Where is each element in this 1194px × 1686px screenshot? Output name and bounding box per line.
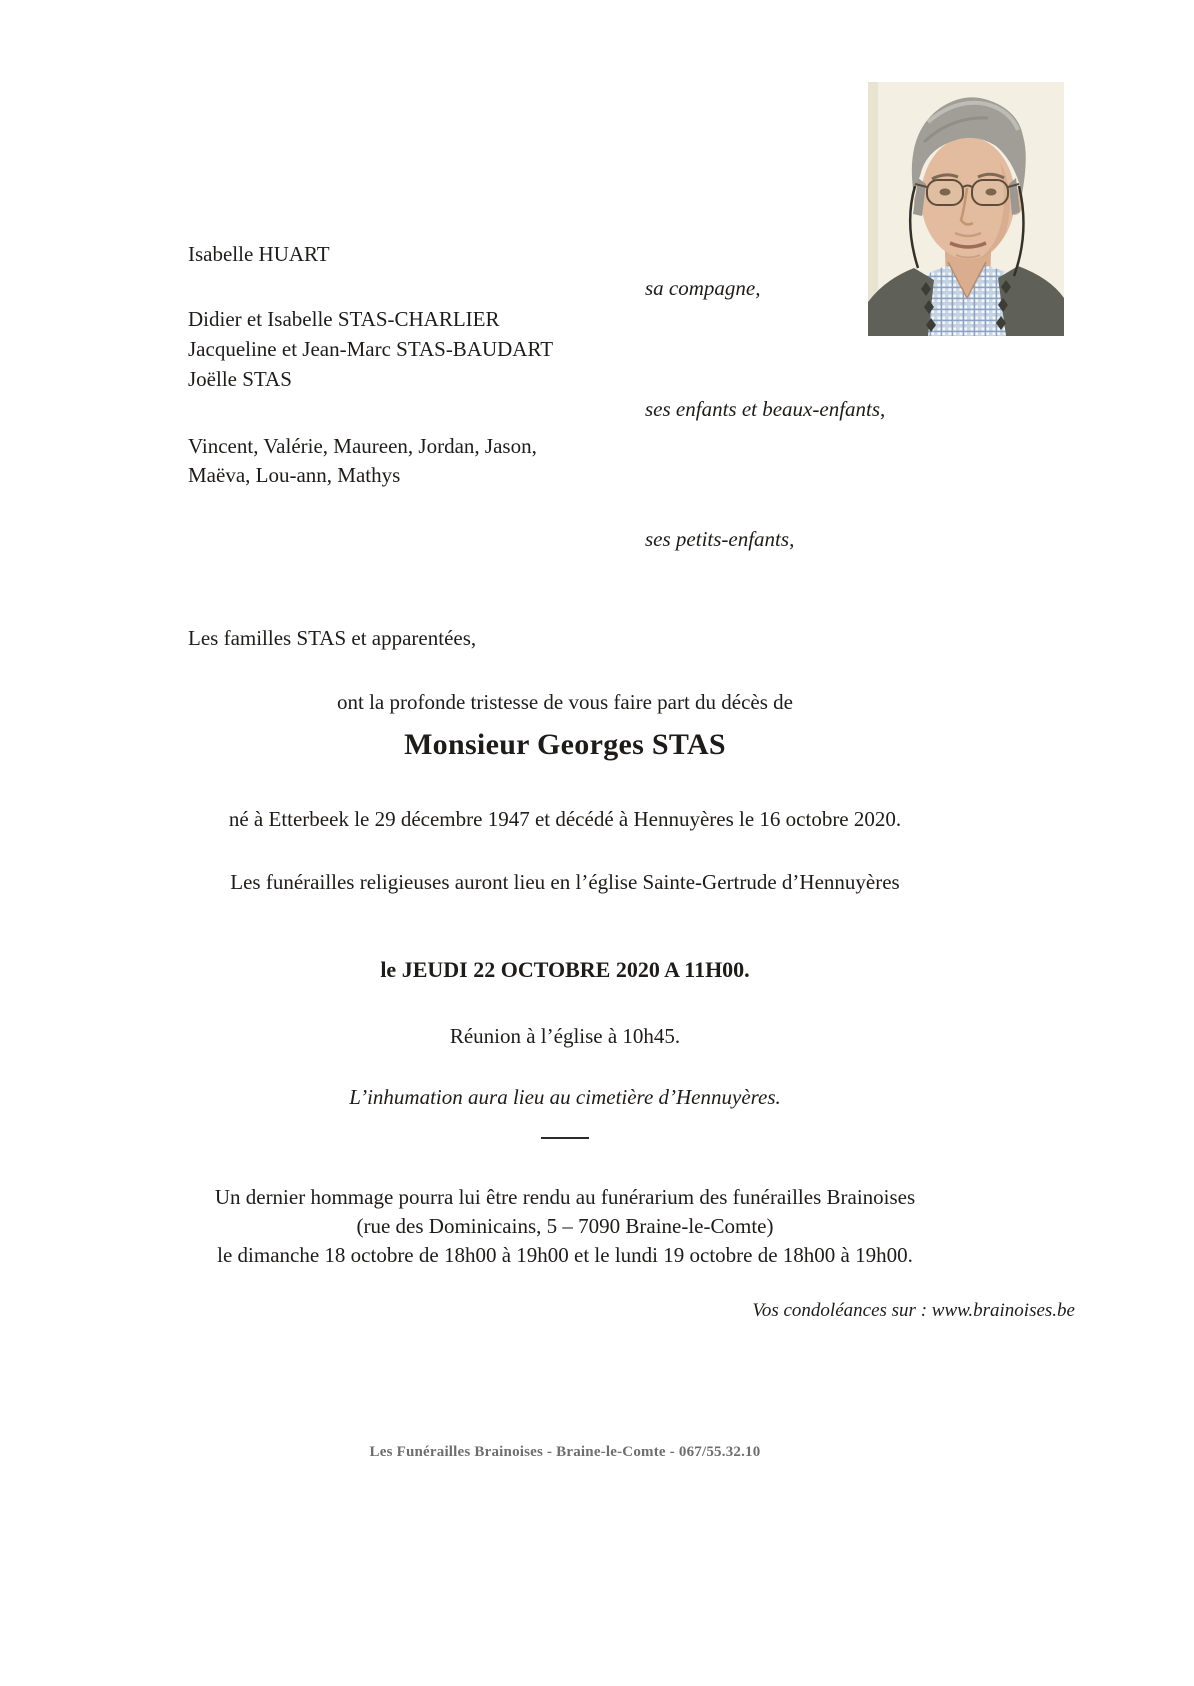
grandchildren-relation: ses petits-enfants,	[645, 527, 795, 551]
deceased-name: Monsieur Georges STAS	[404, 728, 726, 761]
companion-name: Isabelle HUART	[188, 242, 330, 266]
announcement-intro: ont la profonde tristesse de vous faire part du décès de	[336, 690, 793, 714]
children-relation: ses enfants et beaux-enfants,	[645, 397, 886, 421]
grandchildren-names-2: Maëva, Lou-ann, Mathys	[188, 463, 401, 487]
condolences-line: Vos condoléances sur : www.brainoises.be	[752, 1300, 1075, 1321]
grandchildren-names-1: Vincent, Valérie, Maureen, Jordan, Jason,	[188, 434, 537, 458]
child-name-3: Joëlle STAS	[188, 367, 292, 391]
tribute-line-2: (rue des Dominicains, 5 – 7090 Braine-le-Comte)	[356, 1214, 774, 1238]
burial-line: L’inhumation aura lieu au cimetière d’Hennuyères.	[349, 1085, 781, 1109]
families-line: Les familles STAS et apparentées,	[188, 626, 477, 650]
ceremony-datetime: le JEUDI 22 OCTOBRE 2020 A 11H00.	[380, 957, 750, 982]
deceased-photo	[868, 82, 1064, 336]
child-name-2: Jacqueline et Jean-Marc STAS-BAUDART	[188, 337, 554, 361]
ceremony-line: Les funérailles religieuses auront lieu en l’église Sainte-Gertrude d’Hennuyères	[230, 870, 900, 894]
portrait-illustration	[868, 82, 1064, 336]
child-name-1: Didier et Isabelle STAS-CHARLIER	[188, 307, 500, 331]
companion-relation: sa compagne,	[645, 276, 761, 300]
meeting-line: Réunion à l’église à 10h45.	[449, 1024, 681, 1048]
life-dates: né à Etterbeek le 29 décembre 1947 et décédé à Hennuyères le 16 octobre 2020.	[228, 807, 902, 831]
funeral-home-footer: Les Funérailles Brainoises - Braine-le-Comte - 067/55.32.10	[369, 1444, 761, 1460]
section-divider	[541, 1137, 589, 1139]
tribute-line-1: Un dernier hommage pourra lui être rendu au funérarium des funérailles Brainoises	[214, 1185, 916, 1209]
tribute-line-3: le dimanche 18 octobre de 18h00 à 19h00 et le lundi 19 octobre de 18h00 à 19h00.	[217, 1243, 913, 1267]
